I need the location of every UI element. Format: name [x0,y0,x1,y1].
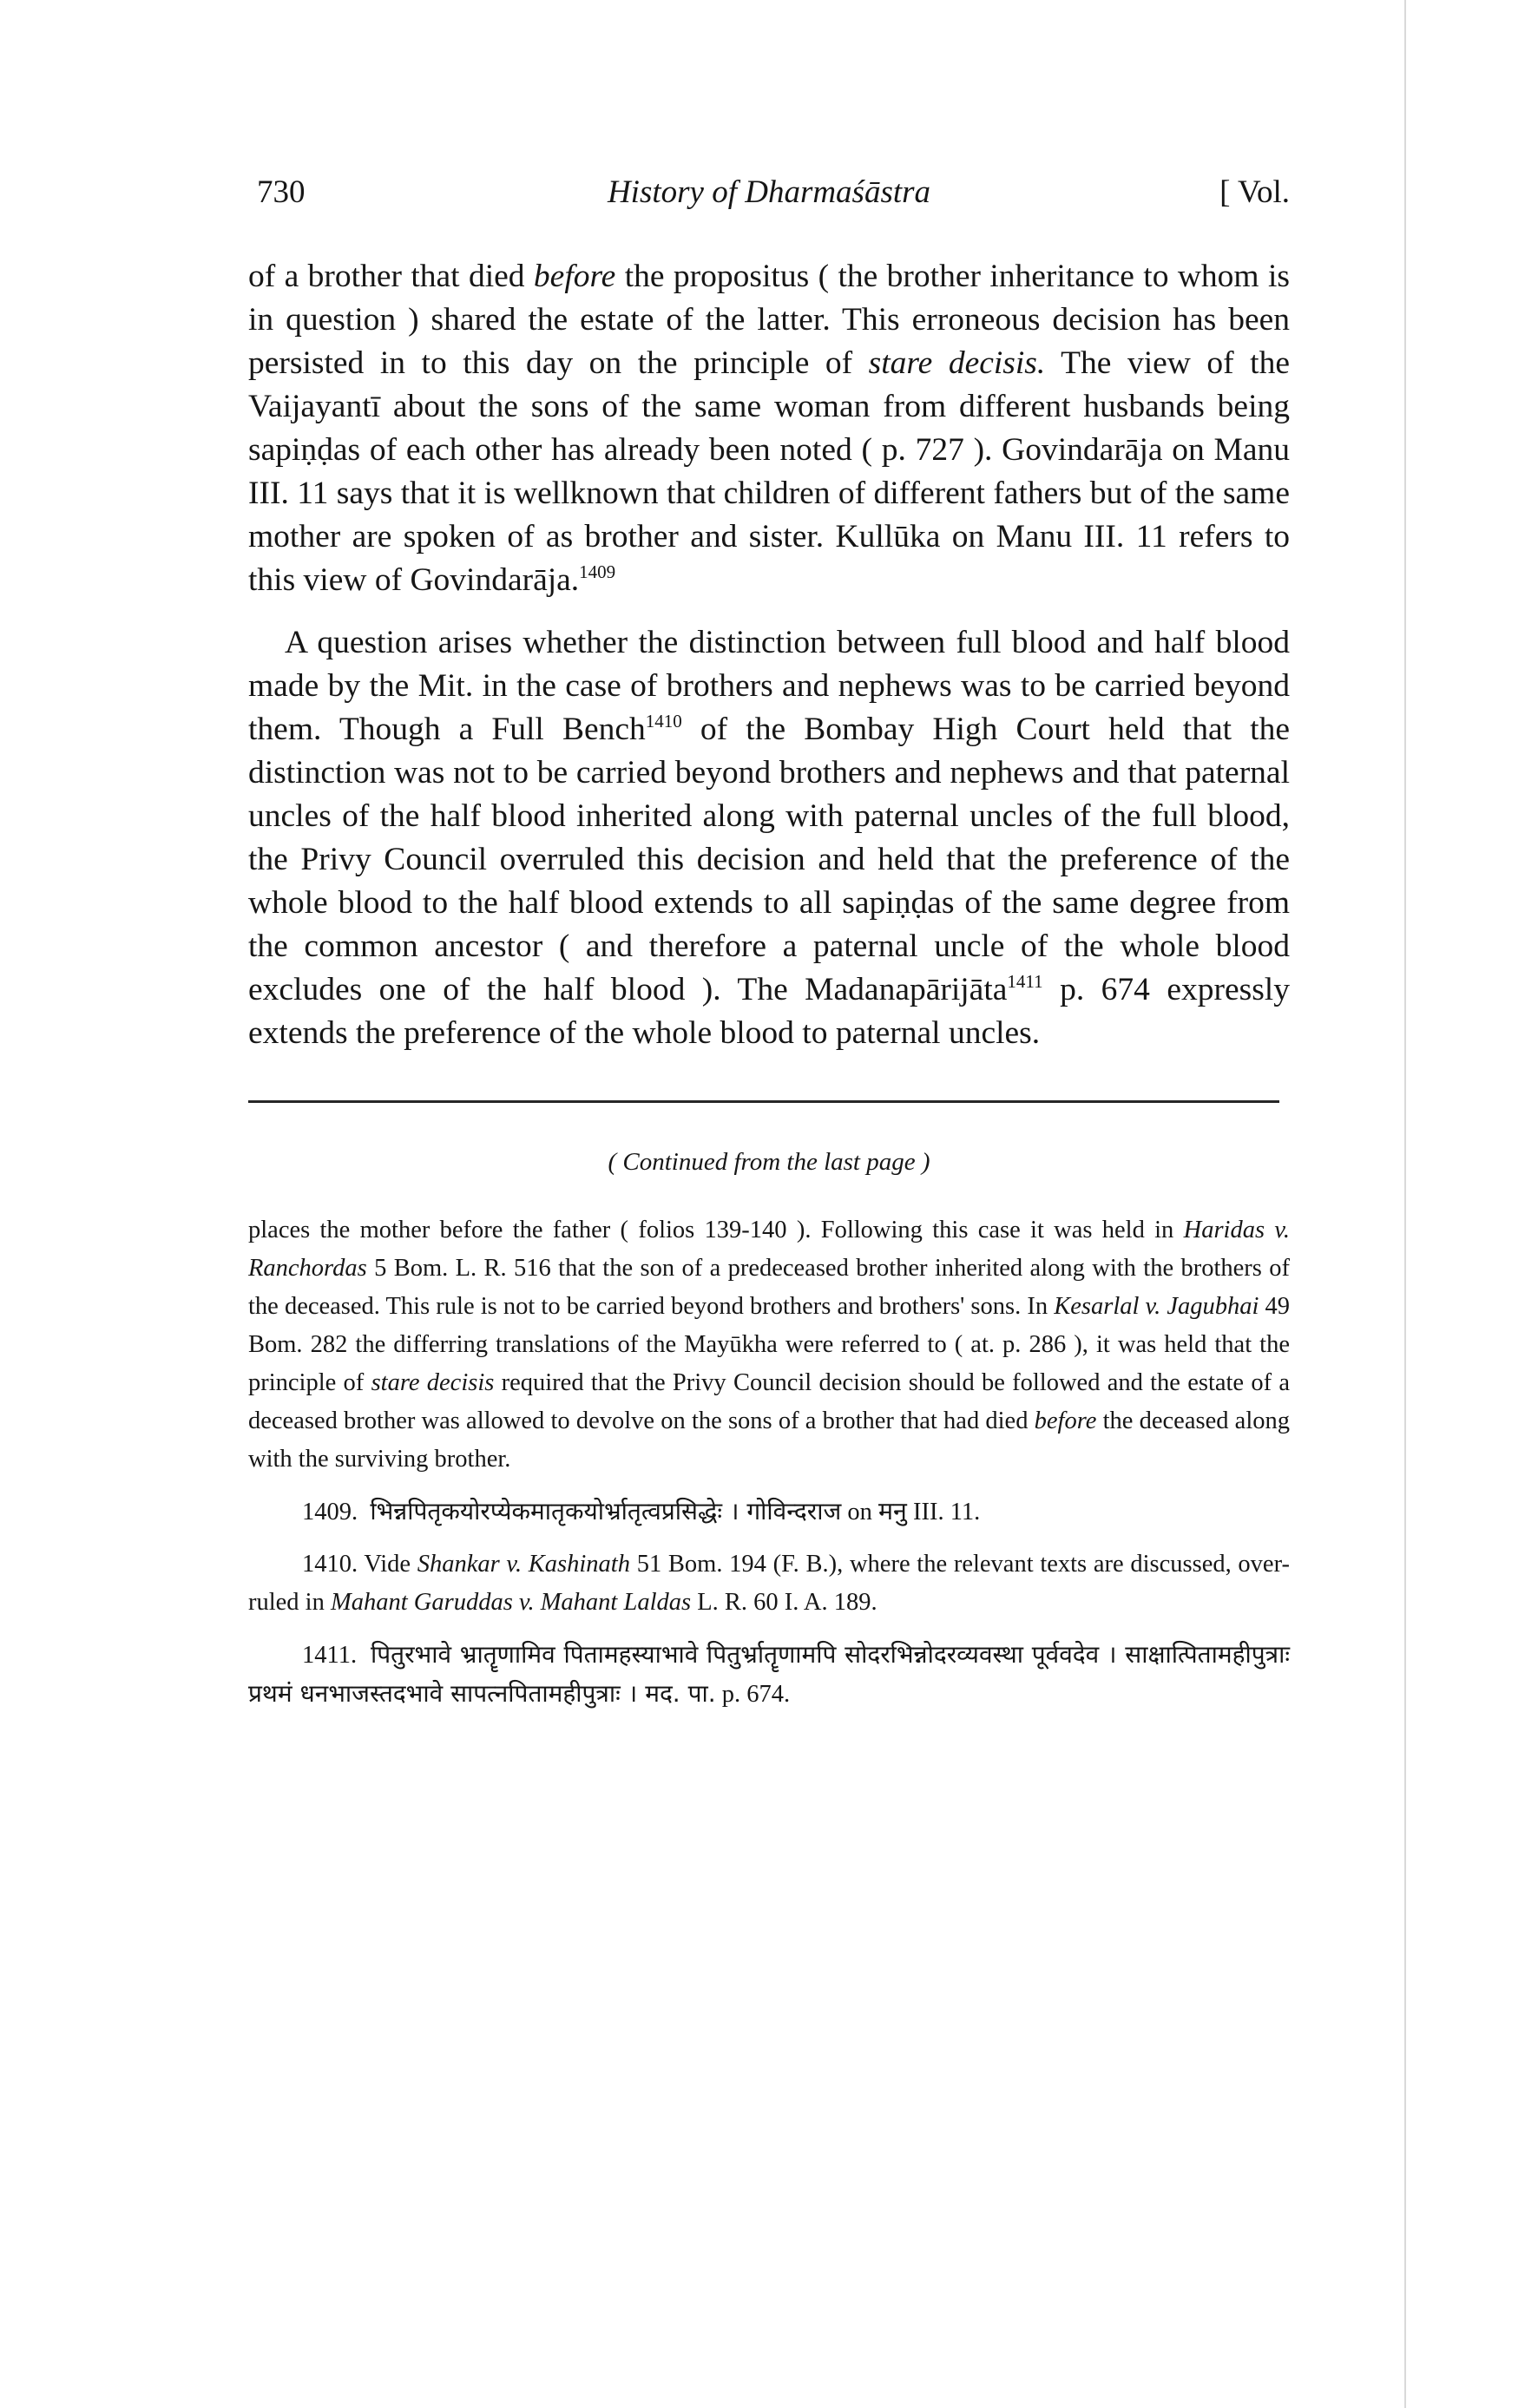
cont-text-a: places the mother before the father ( folios 139-140 ). Following this case it was held in [248,1217,1184,1243]
p1-emphasis-before: before [533,259,616,294]
cont-text-e: 49 Bom. 282 the differring translations of the Mayūkha were referred to ( at. p. 286 ), it was held that the principle of [248,1293,1291,1396]
p1-text-a: of a brother that died [248,259,534,294]
cont-text-g: required that the Privy Council decision should be followed and the estate of a deceased brother was allowed to devolve on the sons of a brother that had died [248,1369,1291,1434]
cont-text-c: 5 Bom. L. R. 516 that the son of a predeceased brother inherited along with the brothers of the deceased. This rule is not to be carried beyond brothers and brothers' sons. In [248,1255,1290,1320]
fn1409-number: 1409. [302,1499,358,1526]
continued-note: ( Continued from the last page ) [608,1148,930,1176]
paragraph-2 [248,621,1290,1055]
cont-text-i: the deceased along with the surviving brother. [248,1407,1290,1473]
main-text [248,255,1290,1055]
case-kesarlal: Kesarlal v. Jagubhai [1054,1293,1259,1320]
p1-text-e: The view of the Vaijayantī about the sons of the same woman from different husbands being sapiṇḍas of each other has already been noted ( p. 727 ). Govindarāja on Manu III. 11 says that it is wellknown that children of different fathers but of the same mother are spoken of as brother and sister. Kullūka on Manu III. 11 refers to this view of Govindarāja. [248,345,1290,598]
case-shankar: Shankar v. Kashinath [417,1551,630,1578]
footnote-continuation [248,1211,1290,1479]
fn1411-number: 1411. [302,1642,358,1669]
p1-text-c: the propositus ( the brother inheritance to whom is in question ) shared the estate of the latter. This erroneous decision has been persisted in to this day on the principle of [248,259,1291,381]
running-title: History of Dharmaśāstra [607,174,931,210]
footnote-1409 [248,1493,1290,1532]
footnote-1410 [248,1545,1290,1622]
fn1410-text-c: 51 Bom. 194 (F. B.), where the relevant texts are discussed, over-ruled in [248,1551,1290,1616]
footnote-ref-1410[interactable]: 1410 [645,711,682,732]
volume-label: [ Vol. [1219,174,1290,210]
fn1411-sanskrit: पितुरभावे भ्रातॄणामिव पितामहस्याभावे पितुर्भ्रातॄणामपि सोदरभिन्नोदरव्यवस्था पूर्ववदेव । साक्षात्पितामहीपुत्राः प्रथमं धनभाजस्तदभावे सापत्नपितामहीपुत्राः । मद. पा. [248,1640,1290,1708]
paragraph-1 [248,255,1290,602]
cont-before: before [1034,1407,1097,1434]
case-mahant-garuddas: Mahant Garuddas v. Mahant Laldas [330,1589,692,1616]
fn1409-sanskrit: भिन्नपितृकयोरप्येकमातृकयोर्भ्रातृत्वप्रसिद्धेः । गोविन्दराज [370,1497,842,1526]
scan-edge-line [1404,0,1406,2408]
fn1410-text-a: 1410. Vide [302,1551,417,1578]
footnote-separator-rule [248,1100,1279,1103]
footnote-ref-1409[interactable]: 1409 [579,561,616,582]
footnote-ref-1411[interactable]: 1411 [1007,971,1043,992]
case-haridas: Haridas v. Ranchordas [248,1217,1290,1282]
p2-text-b: of the Bombay High Court held that the distinction was not to be carried beyond brothers and nephews and that paternal uncles of the half blood inherited along with paternal uncles of the full blood, the Privy Council overruled this decision and held that the preference of the whole blood to the half blood extends to all sapiṇḍas of the same degree from the common ancestor ( and therefore a paternal uncle of the whole blood excludes one of the half blood ). The Madanapārijāta [248,712,1290,1007]
p1-emphasis-stare-decisis: stare decisis. [868,345,1046,381]
fn1409-tail: on मनु III. 11. [841,1499,981,1526]
running-head [248,174,1290,226]
book-page [248,174,1290,1714]
footnote-1411 [248,1636,1290,1714]
footnotes [248,1211,1290,1714]
page-number: 730 [257,174,306,210]
p2-text-a: A question arises whether the distinction between full blood and half blood made by the Mit. in the case of brothers and nephews was to be carried beyond them. Though a Full Bench [248,625,1290,747]
cont-stare-decisis: stare decisis [371,1369,495,1396]
fn1411-tail: p. 674. [715,1681,791,1708]
fn1410-text-e: L. R. 60 I. A. 189. [691,1589,877,1616]
p2-text-c: p. 674 expressly extends the preference of the whole blood to paternal uncles. [248,972,1290,1051]
